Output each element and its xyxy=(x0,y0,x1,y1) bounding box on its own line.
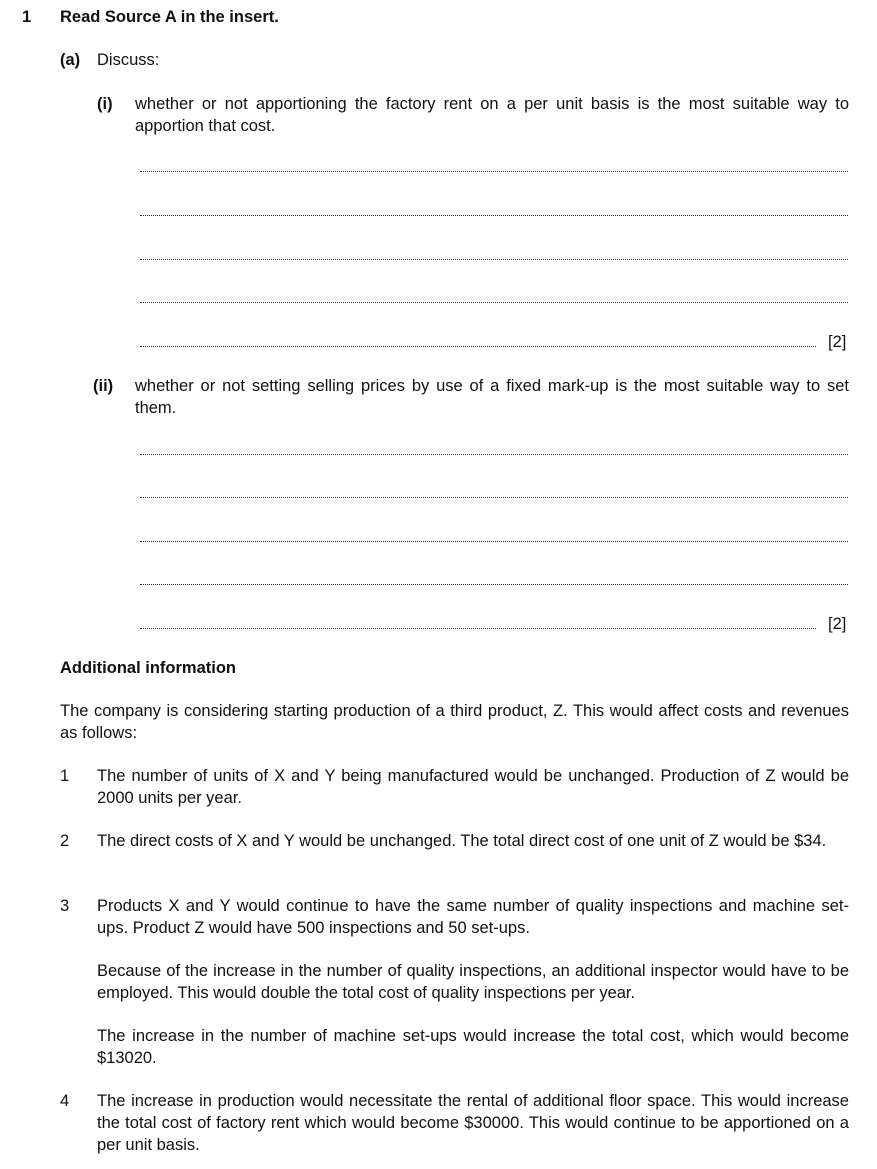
item-paragraph: The increase in the number of machine set-ups would increase the total cost, which would become $13020. xyxy=(97,1027,849,1067)
item-text: The direct costs of X and Y would be unchanged. The total direct cost of one unit of Z would be $34. xyxy=(97,832,827,850)
answer-line[interactable] xyxy=(140,346,816,347)
item-number: 4 xyxy=(60,1092,70,1110)
mark-allocation: [2] xyxy=(828,615,847,633)
sub-ii-text: whether or not setting selling prices by use of a fixed mark-up is the most suitable way to set them. xyxy=(135,377,849,417)
answer-line[interactable] xyxy=(140,302,848,303)
question-number: 1 xyxy=(22,8,32,26)
answer-line[interactable] xyxy=(140,171,848,172)
item-text: The increase in production would necessitate the rental of additional floor space. This would increase the total cost of factory rent which would become $30000. This would continue to be apportioned on a per unit basis. xyxy=(97,1092,849,1154)
answer-line[interactable] xyxy=(140,215,848,216)
sub-ii-label: (ii) xyxy=(93,377,114,395)
answer-line[interactable] xyxy=(140,497,848,498)
item-number: 2 xyxy=(60,832,70,850)
sub-i-label: (i) xyxy=(97,95,113,113)
answer-line[interactable] xyxy=(140,454,848,455)
additional-intro: The company is considering starting production of a third product, Z. This would affect costs and revenues as follows: xyxy=(60,702,849,742)
part-a-label: (a) xyxy=(60,51,81,69)
part-a-intro: Discuss: xyxy=(97,51,160,69)
mark-allocation: [2] xyxy=(828,333,847,351)
sub-i-text: whether or not apportioning the factory rent on a per unit basis is the most suitable way to apportion that cost. xyxy=(135,95,849,135)
item-text: The number of units of X and Y being manufactured would be unchanged. Production of Z would be 2000 units per year. xyxy=(97,767,849,807)
answer-line[interactable] xyxy=(140,584,848,585)
item-number: 3 xyxy=(60,897,70,915)
answer-line[interactable] xyxy=(140,628,816,629)
item-text: Products X and Y would continue to have the same number of quality inspections and machine set-ups. Product Z would have 500 inspections and 50 set-ups. xyxy=(97,897,849,937)
item-paragraph: Because of the increase in the number of quality inspections, an additional inspector would have to be employed. This would double the total cost of quality inspections per year. xyxy=(97,962,849,1002)
answer-line[interactable] xyxy=(140,259,848,260)
section-heading: Additional information xyxy=(60,659,236,677)
question-title: Read Source A in the insert. xyxy=(60,8,279,26)
item-number: 1 xyxy=(60,767,70,785)
answer-line[interactable] xyxy=(140,541,848,542)
